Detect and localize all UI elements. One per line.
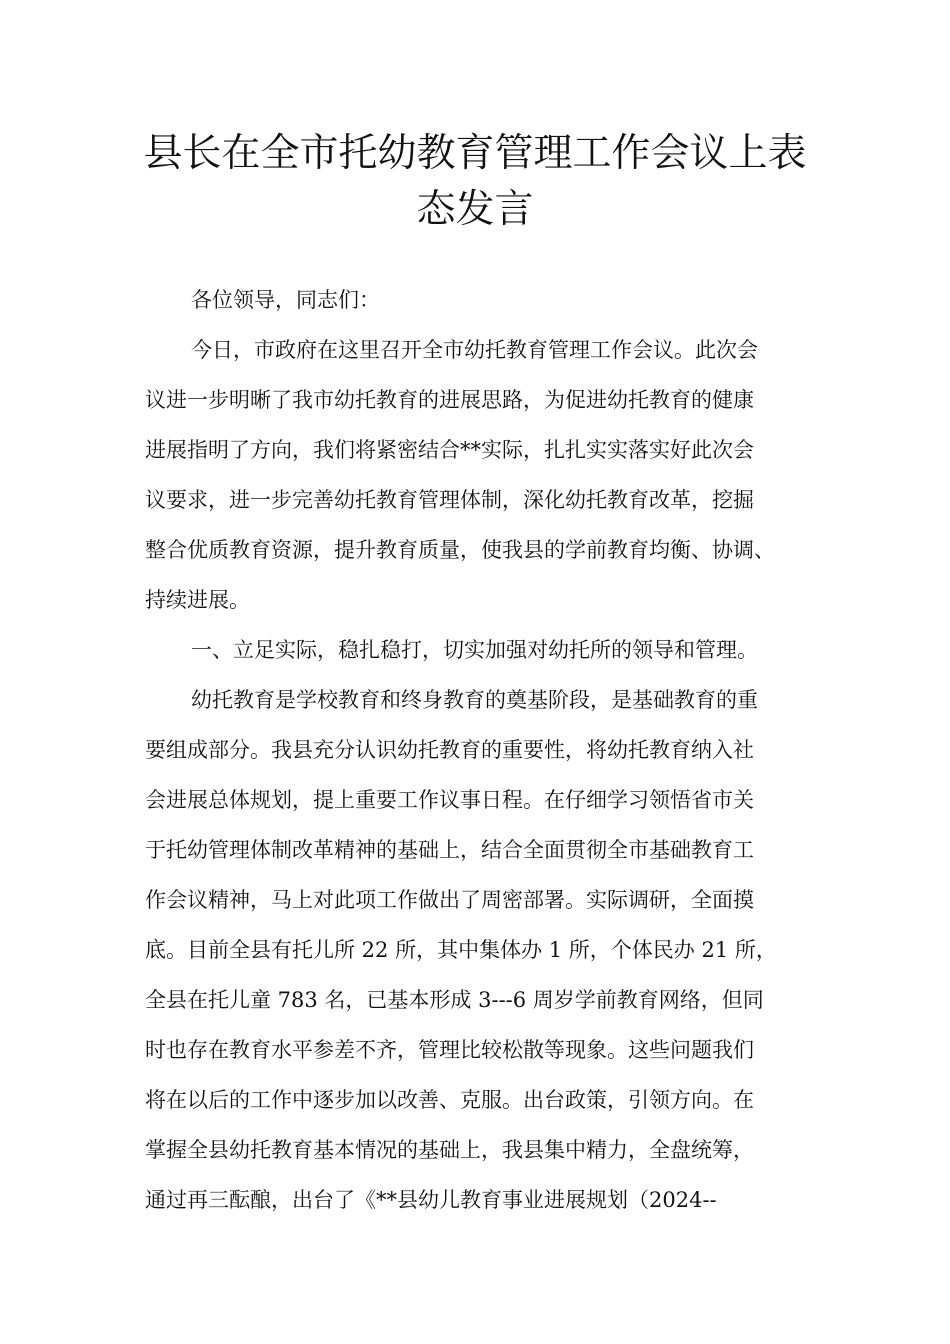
text-line: 会进展总体规划，提上重要工作议事日程。在仔细学习领悟省市关 [145, 788, 754, 812]
text-line: 底。目前全县有托儿所 22 所，其中集体办 1 所，个体民办 21 所， [145, 938, 777, 962]
text-line: 时也存在教育水平参差不齐，管理比较松散等现象。这些问题我们 [145, 1038, 754, 1062]
text-line: 作会议精神，马上对此项工作做出了周密部署。实际调研，全面摸 [145, 888, 754, 912]
text-line: 进展指明了方向，我们将紧密结合**实际，扎扎实实落实好此次会 [145, 438, 754, 462]
text-line: 议进一步明晰了我市幼托教育的进展思路，为促进幼托教育的健康 [145, 388, 754, 412]
text-line: 全县在托儿童 783 名，已基本形成 3---6 周岁学前教育网络，但同 [145, 988, 764, 1012]
text-line: 一、立足实际，稳扎稳打，切实加强对幼托所的领导和管理。 [191, 638, 758, 662]
text-line: 于托幼管理体制改革精神的基础上，结合全面贯彻全市基础教育工 [145, 838, 754, 862]
text-line: 各位领导，同志们： [191, 288, 380, 312]
text-line: 议要求，进一步完善幼托教育管理体制，深化幼托教育改革，挖掘 [145, 488, 754, 512]
text-line: 要组成部分。我县充分认识幼托教育的重要性，将幼托教育纳入社 [145, 738, 754, 762]
document-title [0, 126, 950, 238]
text-line: 今日，市政府在这里召开全市幼托教育管理工作会议。此次会 [191, 338, 758, 362]
text-line: 掌握全县幼托教育基本情况的基础上，我县集中精力，全盘统筹， [145, 1138, 754, 1162]
text-line: 幼托教育是学校教育和终身教育的奠基阶段，是基础教育的重 [191, 688, 758, 712]
document-body [145, 280, 835, 1230]
text-line: 将在以后的工作中逐步加以改善、克服。出台政策，引领方向。在 [145, 1088, 754, 1112]
text-line: 整合优质教育资源，提升教育质量，使我县的学前教育均衡、协调、 [145, 538, 775, 562]
title-line-1: 县长在全市托幼教育管理工作会议上表 [143, 131, 807, 176]
text-line: 持续进展。 [145, 588, 250, 612]
text-line: 通过再三酝酿，出台了《**县幼儿教育事业进展规划（2024-- [145, 1188, 717, 1212]
title-line-2: 态发言 [416, 187, 534, 232]
